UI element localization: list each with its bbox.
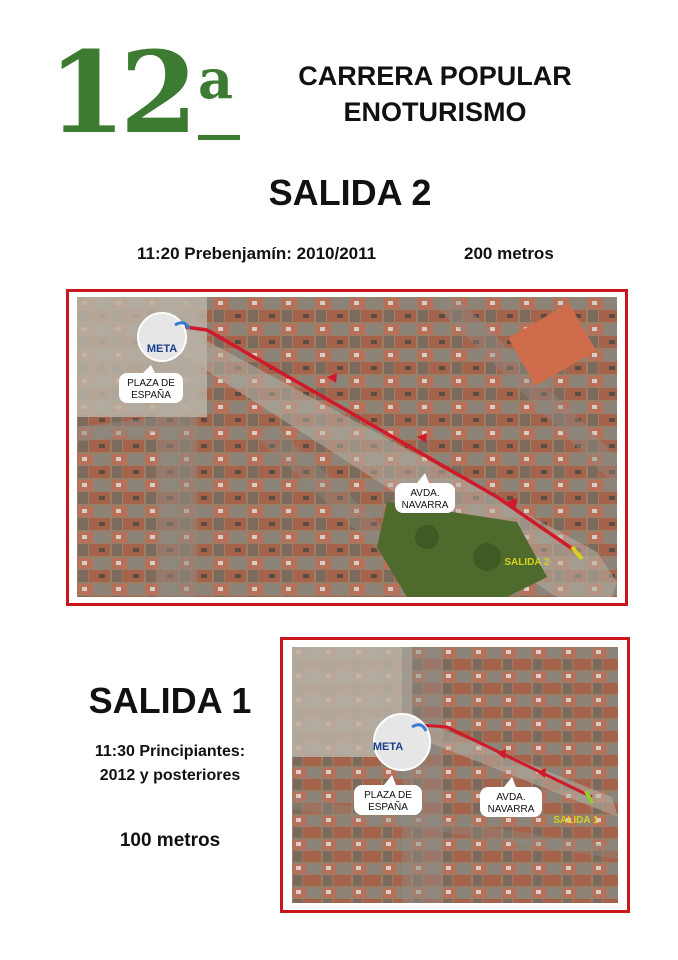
salida2-plaza-label-line1: PLAZA DE (127, 378, 175, 389)
salida1-avenue-label-line1: AVDA. (496, 792, 526, 803)
salida2-avenue-label-line2: NAVARRA (401, 500, 449, 511)
salida2-map-frame (66, 289, 628, 606)
salida2-aerial-map (77, 297, 617, 597)
salida2-plaza-label-line2: ESPAÑA (131, 390, 171, 401)
salida2-avenue-label-line1: AVDA. (410, 488, 440, 499)
salida1-finish-label: META (372, 741, 404, 753)
event-title-line1: CARRERA POPULAR (298, 61, 572, 91)
edition-ordinal-suffix: a (198, 47, 233, 111)
salida1-distance: 100 metros (119, 830, 221, 851)
event-title (270, 58, 600, 130)
salida2-schedule: 11:20 Prebenjamín: 2010/2011 (137, 244, 377, 263)
salida1-plaza-label-line2: ESPAÑA (368, 802, 408, 813)
salida1-schedule (60, 740, 280, 788)
salida1-title: SALIDA 1 (88, 680, 252, 721)
salida1-plaza-label-line1: PLAZA DE (364, 790, 412, 801)
salida1-schedule-line2: 2012 y posteriores (99, 767, 241, 784)
salida2-finish-label: META (146, 343, 178, 355)
salida2-distance: 200 metros (464, 244, 554, 263)
salida2-title: SALIDA 2 (268, 172, 432, 213)
event-title-line2: ENOTURISMO (343, 97, 527, 127)
edition-number: 12 (48, 28, 192, 159)
salida1-aerial-map (292, 647, 618, 903)
salida1-map-frame (280, 637, 630, 913)
salida1-schedule-line1: 11:30 Principiantes: (94, 743, 246, 760)
salida2-start-label: SALIDA 2 (504, 557, 550, 568)
salida1-start-label: SALIDA 1 (553, 815, 599, 826)
salida1-avenue-label-line2: NAVARRA (487, 804, 535, 815)
edition-badge (48, 28, 248, 159)
ordinal-underline (198, 135, 240, 140)
